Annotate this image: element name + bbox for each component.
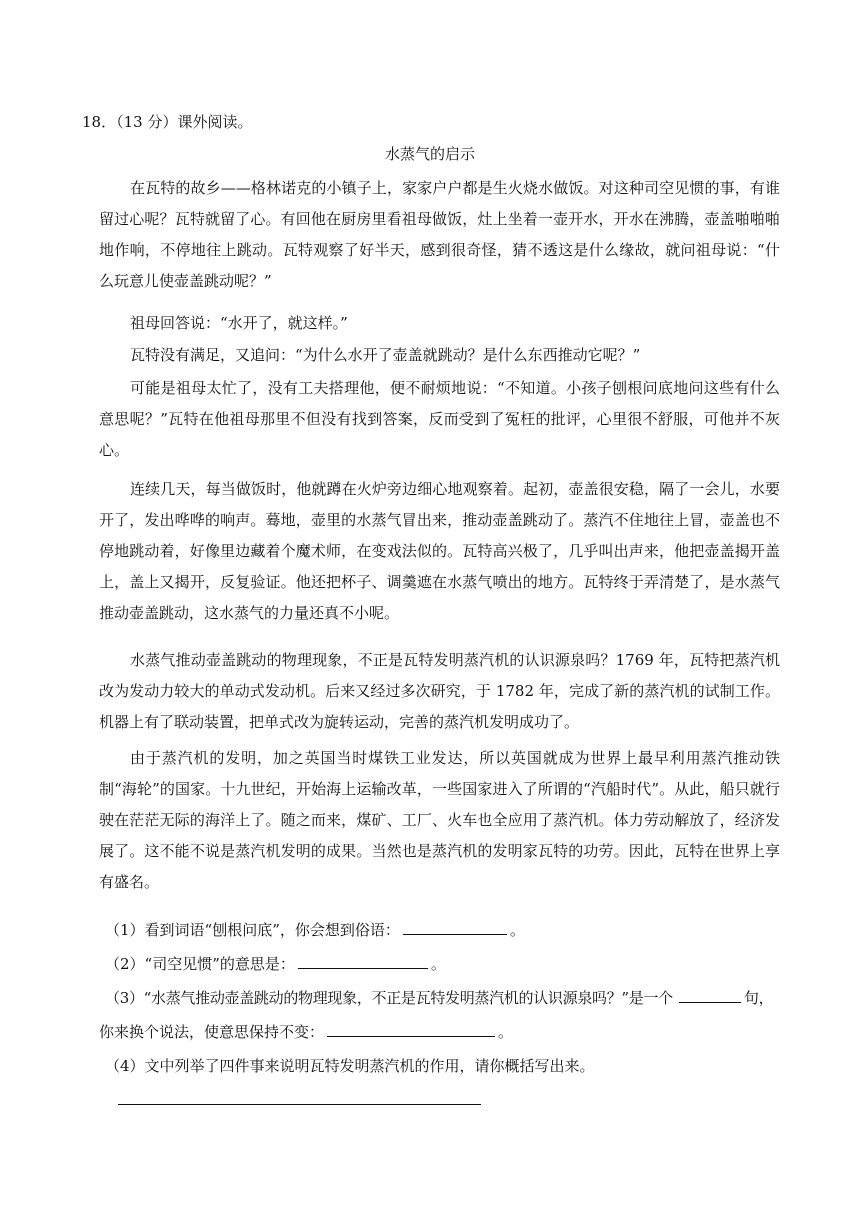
- subquestion-1: [105, 916, 785, 944]
- answer-blank-3b[interactable]: [327, 1020, 495, 1037]
- subquestion-3-line-1: [105, 984, 785, 1012]
- passage-title: 水蒸气的启示: [384, 145, 475, 163]
- subquestion-3-line-2: [99, 1018, 779, 1046]
- subquestion-3-suffix: 句，: [743, 989, 774, 1007]
- passage-paragraph-2: 祖母回答说：“水开了，就这样。”: [130, 314, 348, 332]
- passage-paragraph-7: 由于蒸汽机的发明，加之英国当时煤铁工业发达，所以英国就成为世界上最早利用蒸汽推动铁制“海轮”的国家。十九世纪，开始海上运输改革，一些国家进入了所谓的“汽船时代”。从此，船只就行驶在茫茫无际的海洋上了。随之而来，煤矿、工厂、火车也全应用了蒸汽机。体力劳动解放了，经济发展了。这不能不说是蒸汽机发明的成果。当然也是蒸汽机的发明家瓦特的功劳。因此，瓦特在世界上享有盛名。: [99, 749, 780, 891]
- answer-blank-1[interactable]: [403, 918, 507, 935]
- passage-paragraph-6: 水蒸气推动壶盖跳动的物理现象，不正是瓦特发明蒸汽机的认识源泉吗？1769 年，瓦特把蒸汽机改为发动力较大的单动式发动机。后来又经过多次研究，于 1782 年，完成了新的蒸汽机的试制工作。机器上有了联动装置，把单式改为旋转运动，完善的蒸汽机发明成功了。: [99, 651, 780, 731]
- subquestion-3-text: （3）“水蒸气推动壶盖跳动的物理现象，不正是瓦特发明蒸汽机的认识源泉吗？”是一个: [105, 989, 673, 1007]
- subquestion-1-end: 。: [509, 921, 525, 939]
- question-number: 18．: [82, 113, 117, 131]
- subquestion-1-text: （1）看到词语“刨根问底”，你会想到俗语：: [105, 921, 400, 939]
- passage-paragraph-1: 在瓦特的故乡——格林诺克的小镇子上，家家户户都是生火烧水做饭。对这种司空见惯的事，有谁留过心呢？瓦特就留了心。有回他在厨房里看祖母做饭，灶上坐着一壶开水，开水在沸腾，壶盖啪啪啪地作响，不停地往上跳动。瓦特观察了好半天，感到很奇怪，猜不透这是什么缘故，就问祖母说：“什么玩意儿使壶盖跳动呢？”: [99, 179, 780, 290]
- question-header: [82, 112, 252, 132]
- answer-line-4[interactable]: [118, 1104, 481, 1105]
- subquestion-3-prompt: 你来换个说法，使意思保持不变：: [99, 1023, 325, 1041]
- subquestion-2-end: 。: [430, 955, 446, 973]
- subquestion-4: （4）文中列举了四件事来说明瓦特发明蒸汽机的作用，请你概括写出来。: [105, 1057, 595, 1075]
- question-points: （13 分）课外阅读。: [116, 113, 253, 131]
- passage-paragraph-5: 连续几天，每当做饭时，他就蹲在火炉旁边细心地观察着。起初，壶盖很安稳，隔了一会儿，水要开了，发出哗哗的响声。蓦地，壶里的水蒸气冒出来，推动壶盖跳动了。蒸汽不住地往上冒，壶盖也不停地跳动着，好像里边藏着个魔术师，在变戏法似的。瓦特高兴极了，几乎叫出声来，他把壶盖揭开盖上，盖上又揭开，反复验证。他还把杯子、调羹遮在水蒸气喷出的地方。瓦特终于弄清楚了，是水蒸气推动壶盖跳动，这水蒸气的力量还真不小呢。: [99, 480, 780, 622]
- answer-blank-2[interactable]: [298, 952, 428, 969]
- subquestion-3-end: 。: [498, 1023, 514, 1041]
- subquestion-2: [105, 950, 785, 978]
- passage-paragraph-3: 瓦特没有满足，又追问：“为什么水开了壶盖就跳动？是什么东西推动它呢？”: [130, 346, 641, 364]
- answer-blank-3a[interactable]: [679, 986, 741, 1003]
- subquestion-2-text: （2）“司空见惯”的意思是：: [105, 955, 295, 973]
- passage-paragraph-4: 可能是祖母太忙了，没有工夫搭理他，便不耐烦地说：“不知道。小孩子刨根问底地问这些有什么意思呢？”瓦特在他祖母那里不但没有找到答案，反而受到了冤枉的批评，心里很不舒服，可他并不灰心。: [99, 379, 780, 459]
